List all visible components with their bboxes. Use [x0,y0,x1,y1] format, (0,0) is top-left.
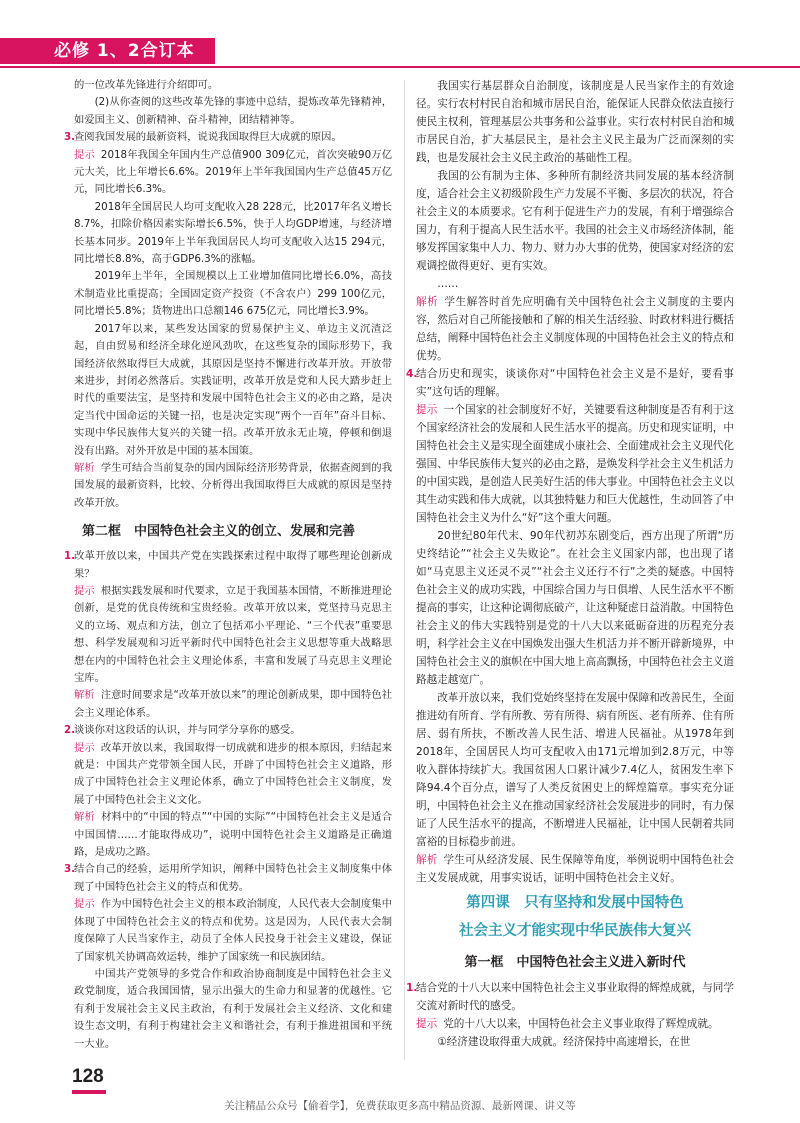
section-heading: 第一框 中国特色社会主义进入新时代 [464,955,686,970]
answer-text: 材料中的“中国的特点”“中国的实际”“中国特色社会主义是适合中国国情……才能取得成功”，说明中国特色社会主义道路是正确道路，是成功之路。 [74,811,393,859]
ellipsis: …… [437,278,459,290]
answer-text: 学生可从经济发展、民生保障等角度，举例说明中国特色社会主义发展成就，用事实说话，证明中国特色社会主义好。 [416,854,734,884]
analysis-label: 解析 [416,296,439,308]
hint-block [74,740,392,810]
paragraph: 的一位改革先锋进行介绍即可。 [74,79,219,91]
hint-block [416,401,734,527]
section-heading: 第二框 中国特色社会主义的创立、发展和完善 [82,524,356,540]
question-number: 2. [64,724,76,737]
question [406,365,734,401]
question-number: 3. [64,131,76,144]
hint-block [74,896,392,966]
paragraph: 我国的公有制为主体、多种所有制经济共同发展的基本经济制度，适合社会主义初级阶段生产力发展不平衡、多层次的状况，符合社会主义的本质要求。它有利于促进生产力的发展，有利于增强综合国力，有利于提高人民生活水平。我国的社会主义市场经济体制，能够发挥国家集中人力、物力、财力办大事的优势，使国家对经济的宏观调控做得更好、更有实效。 [416,170,734,272]
lesson-heading: 社会主义才能实现中华民族伟大复兴 [459,923,691,939]
answer-text: 学生可结合当前复杂的国内国际经济形势背景，依据查阅到的我国发展的最新资料，比较、分析得出我国取得巨大成就的原因是坚持改革开放。 [74,461,393,509]
column-divider [404,80,405,1060]
analysis-block [416,293,734,365]
analysis-label: 解析 [416,854,438,866]
question-number: 4. [406,368,418,380]
question [64,861,392,896]
paragraph: (2)从你查阅的这些改革先锋的事迹中总结，提炼改革先锋精神，如爱国主义、创新精神、奋斗精神，团结精神等。 [74,96,392,126]
question [406,979,734,1015]
paragraph: 2019年上半年，全国规模以上工业增加值同比增长6.0%，高技术制造业比重提高；全国固定资产投资（不含农户）299 100亿元，同比增长5.8%；货物进出口总额146 675亿元，同比增长3.9%。 [74,270,392,318]
hint-label: 提示 [416,404,438,416]
question-number: 3. [64,863,76,876]
question-text: 改革开放以来，中国共产党在实践探索过程中取得了哪些理论创新成果？ [74,550,392,580]
paragraph: 2017年以来，某些发达国家的贸易保护主义、单边主义沉渣泛起，自由贸易和经济全球化逆风劲吹，在这些复杂的国际形势下，我国经济依然取得巨大成就，其原因是坚持不懈进行改革开放。开放带来进步，封闭必然落后。实践证明，改革开放是党和人民大踏步赶上时代的重要法宝，是坚持和发展中国特色社会主义的必由之路，是决定当代中国命运的关键一招，也是决定实现“两个一百年”奋斗目标、实现中华民族伟大复兴的关键一招。改革开放永无止境，停顿和倒退没有出路。对外开放是中国的基本国策。 [74,322,392,457]
paragraph: 20世纪80年代末、90年代初苏东剧变后，西方出现了所谓“历史终结论”“社会主义失败论”。在社会主义国家内部，也出现了诸如“马克思主义还灵不灵”“社会主义还行不行”之类的疑惑。中国特色社会主义的成功实践，中国综合国力与日俱增、人民生活水平不断提高的事实，让这种论调彻底破产，让这种疑虑日益消散。中国特色社会主义的伟大实践特别是党的十八大以来砥砺奋进的历程充分表明，科学社会主义在中国焕发出强大生机活力并不断开辟新境界，中国特色社会主义的旗帜在中国大地上高高飘扬，中国特色社会主义道路越走越宽广。 [416,530,734,686]
page-number: 128 [72,1066,104,1087]
hint-label: 提示 [74,584,95,597]
hint-block [416,1015,734,1033]
question-text: 查阅我国发展的最新资料，说说我国取得巨大成就的原因。 [74,131,342,144]
question-text: 结合自己的经验，运用所学知识，阐释中国特色社会主义制度集中体现了中国特色社会主义的特点和优势。 [74,863,392,893]
answer-text: 学生解答时首先应明确有关中国特色社会主义制度的主要内容，然后对自己所能接触和了解的相关生活经验、时政材料进行概括总结，阐释中国特色社会主义制度体现的中国特色社会主义的特点和优势。 [416,296,734,362]
answer-text: 根据实践发展和时代要求，立足于我国基本国情，不断推进理论创新，是党的优良传统和宝贵经验。改革开放以来，党坚持马克思主义的立场、观点和方法，创立了包括邓小平理论、“三个代表”重要思想、科学发展观和习近平新时代中国特色社会主义思想等重大战略思想在内的中国特色社会主义理论体系，丰富和发展了马克思主义理论宝库。 [74,584,393,684]
analysis-label: 解析 [74,461,95,474]
lesson-heading: 第四课 只有坚持和发展中国特色 [466,895,684,911]
hint-label: 提示 [74,741,95,754]
hint-label: 提示 [74,148,95,161]
answer-text: 2018年我国全年国内生产总值900 309亿元，首次突破90万亿元大关，比上年增长6.6%。2019年上半年我国国内生产总值45万亿元，同比增长6.3%。 [74,148,393,196]
question-text: 结合党的十八大以来中国特色社会主义事业取得的辉煌成就，与同学交流对新时代的感受。 [416,982,734,1012]
analysis-block [74,809,392,861]
left-column [64,77,393,1053]
hint-block [74,583,392,687]
footer-notice: 关注精品公众号【偷着学】，免费获取更多高中精品资源、最新网课、讲义等 [224,1100,576,1112]
analysis-block [416,851,734,887]
paragraph: ①经济建设取得重大成就。经济保持中高速增长，在世 [437,1036,691,1048]
paragraph: 我国实行基层群众自治制度，该制度是人民当家作主的有效途径。实行农村村民自治和城市居民自治，能保证人民群众依法直接行使民主权利，管理基层公共事务和公益事业。实行农村村民自治和城市居民自治，扩大基层民主，是社会主义民主最为广泛而深刻的实践，也是发展社会主义民主政治的基础性工程。 [416,80,734,164]
paragraph: 改革开放以来，我们党始终坚持在发展中保障和改善民生，全面推进幼有所育、学有所教、劳有所得、病有所医、老有所养、住有所居、弱有所扶，不断改善人民生活、增进人民福祉。从1978年到2018年，全国居民人均可支配收入由171元增加到2.8万元，中等收入群体持续扩大。我国贫困人口累计减少7.4亿人，贫困发生率下降94.4个百分点，谱写了人类反贫困史上的辉煌篇章。事实充分证明，中国特色社会主义在推动国家经济社会发展进步的同时，有力保证了人民生活水平的提高，不断增进人民福祉，让中国人民朝着共同富裕的目标稳步前进。 [416,692,734,848]
analysis-block [74,460,392,512]
book-title-text: 必修 1、2合订本 [54,41,195,61]
analysis-label: 解析 [74,689,95,702]
analysis-label: 解析 [74,811,96,824]
header-rule [0,66,800,68]
hint-label: 提示 [416,1018,438,1030]
paragraph: 中国共产党领导的多党合作和政治协商制度是中国特色社会主义政党制度，适合我国国情，显示出强大的生命力和显著的优越性。它有利于发展社会主义民主政治，有利于发展社会主义经济、文化和建设生态文明，有利于构建社会主义和谐社会，有利于推进祖国和平统一大业。 [74,967,392,1050]
hint-label: 提示 [74,898,95,911]
page-number-underline [72,1090,106,1094]
analysis-block [74,687,392,722]
hint-block [74,147,392,199]
answer-text: 作为中国特色社会主义的根本政治制度，人民代表大会制度集中体现了中国特色社会主义的特点和优势。这是因为，人民代表大会制度保障了人民当家作主，动员了全体人民投身于社会主义建设，保证了国家机关协调高效运转，维护了国家统一和民族团结。 [74,898,393,963]
question-text: 谈谈你对这段话的认识，并与同学分享你的感受。 [74,724,301,737]
question-text: 结合历史和现实，谈谈你对“中国特色社会主义是不是好，要看事实”这句话的理解。 [416,368,734,398]
question [64,548,392,583]
answer-text: 一个国家的社会制度好不好，关键要看这种制度是否有利于这个国家经济社会的发展和人民生活水平的提高。历史和现实证明，中国特色社会主义是实现全面建成小康社会、全面建成社会主义现代化强国、中华民族伟大复兴的必由之路，是焕发科学社会主义生机活力的中国实践，是创造人民美好生活的伟大事业。中国特色社会主义以其生动实践和伟大成就，以其独特魅力和巨大优越性，生动回答了中国特色社会主义为什么“好”这个重大问题。 [416,404,734,524]
book-title-banner [0,38,215,64]
answer-text: 党的十八大以来，中国特色社会主义事业取得了辉煌成就。 [443,1018,719,1030]
paragraph: 2018年全国居民人均可支配收入28 228元，比2017年名义增长8.7%，扣除价格因素实际增长6.5%，快于人均GDP增速，与经济增长基本同步。2019年上半年我国居民人均可支配收入达15 294元，同比增长8.8%，高于GDP6.3%的涨幅。 [74,200,392,266]
question-number: 1. [406,982,418,994]
question-number: 1. [64,550,76,563]
answer-text: 改革开放以来，我国取得一切成就和进步的根本原因，归结起来就是：中国共产党带领全国人民，开辟了中国特色社会主义道路，形成了中国特色社会主义理论体系，确立了中国特色社会主义制度，发展了中国特色社会主义文化。 [74,741,393,806]
question [64,129,392,146]
right-column [406,77,734,1051]
answer-text: 注意时间要求是“改革开放以来”的理论创新成果，即中国特色社会主义理论体系。 [74,689,393,719]
question [64,722,392,739]
